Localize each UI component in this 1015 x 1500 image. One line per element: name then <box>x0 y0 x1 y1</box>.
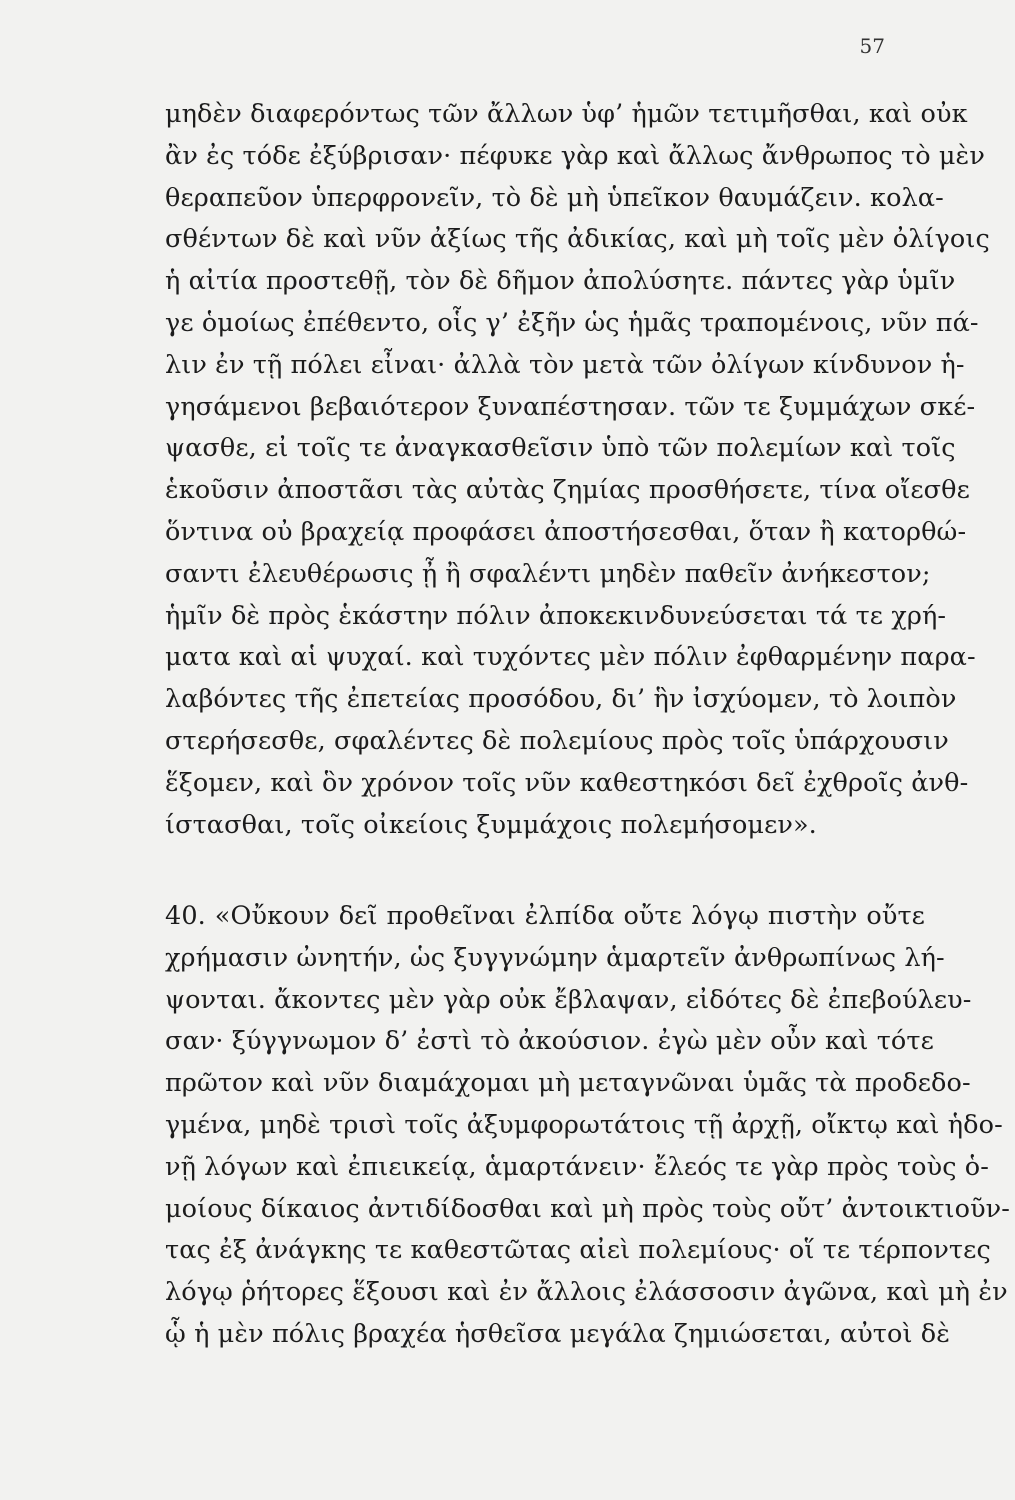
text-line: νῇ λόγων καὶ ἐπιεικείᾳ, ἁμαρτάνειν· ἔλεός τε γὰρ πρὸς τοὺς ὁ- <box>165 1151 989 1182</box>
text-line: ἕξομεν, καὶ ὃν χρόνον τοῖς νῦν καθεστηκόσι δεῖ ἐχθροῖς ἀνθ- <box>165 767 969 798</box>
paragraph-section-39 <box>165 94 990 846</box>
text-line: πρῶτον καὶ νῦν διαμάχομαι μὴ μεταγνῶναι ὑμᾶς τὰ προδεδο- <box>165 1068 971 1099</box>
text-line: θεραπεῦον ὑπερφρονεῖν, τὸ δὲ μὴ ὑπεῖκον θαυμάζειν. κολα- <box>165 182 944 213</box>
text-line: ἂν ἐς τόδε ἐξύβρισαν· πέφυκε γὰρ καὶ ἄλλως ἄνθρωπος τὸ μὲν <box>165 140 985 171</box>
text-line: ᾧ ἡ μὲν πόλις βραχέα ἡσθεῖσα μεγάλα ζημιώσεται, αὐτοὶ δὲ <box>165 1318 950 1349</box>
text-line: ἑκοῦσιν ἀποστᾶσι τὰς αὐτὰς ζημίας προσθήσετε, τίνα οἴεσθε <box>165 475 970 506</box>
text-line: λιν ἐν τῇ πόλει εἶναι· ἀλλὰ τὸν μετὰ τῶν ὀλίγων κίνδυνον ἡ- <box>165 349 965 380</box>
text-line: χρήμασιν ὠνητήν, ὡς ξυγγνώμην ἁμαρτεῖν ἀνθρωπίνως λή- <box>165 942 945 973</box>
text-line: μοίους δίκαιος ἀντιδίδοσθαι καὶ μὴ πρὸς τοὺς οὔτ’ ἀντοικτιοῦν- <box>165 1193 1010 1224</box>
text-line: λόγῳ ῥήτορες ἕξουσι καὶ ἐν ἄλλοις ἐλάσσοσιν ἀγῶνα, καὶ μὴ ἐν <box>165 1277 1008 1308</box>
text-line: γμένα, μηδὲ τρισὶ τοῖς ἀξυμφορωτάτοις τῇ ἀρχῇ, οἴκτῳ καὶ ἡδο- <box>165 1109 1003 1140</box>
text-line: ἡ αἰτία προστεθῇ, τὸν δὲ δῆμον ἀπολύσητε. πάντες γὰρ ὑμῖν <box>165 266 956 297</box>
text-line: ψασθε, εἰ τοῖς τε ἀναγκασθεῖσιν ὑπὸ τῶν πολεμίων καὶ τοῖς <box>165 433 956 464</box>
text-line: ματα καὶ αἱ ψυχαί. καὶ τυχόντες μὲν πόλιν ἐφθαρμένην παρα- <box>165 642 976 673</box>
paragraph-section-40 <box>165 896 1010 1356</box>
text-line: ίστασθαι, τοῖς οἰκείοις ξυμμάχοις πολεμήσομεν». <box>165 809 817 840</box>
page-number: 57 <box>859 34 885 58</box>
text-line: γησάμενοι βεβαιότερον ξυναπέστησαν. τῶν τε ξυμμάχων σκέ- <box>165 391 976 422</box>
text-line: ἡμῖν δὲ πρὸς ἑκάστην πόλιν ἀποκεκινδυνεύσεται τά τε χρή- <box>165 600 947 631</box>
text-line: ψονται. ἄκοντες μὲν γὰρ οὐκ ἔβλαψαν, εἰδότες δὲ ἐπεβούλευ- <box>165 984 972 1015</box>
text-line: 40. «Οὔκουν δεῖ προθεῖναι ἐλπίδα οὔτε λόγῳ πιστὴν οὔτε <box>165 901 925 931</box>
text-line: σαν· ξύγγνωμον δ’ ἐστὶ τὸ ἀκούσιον. ἐγὼ μὲν οὖν καὶ τότε <box>165 1026 934 1057</box>
text-line: γε ὁμοίως ἐπέθεντο, οἷς γ’ ἐξῆν ὡς ἡμᾶς τραπομένοις, νῦν πά- <box>165 307 979 338</box>
text-line: τας ἐξ ἀνάγκης τε καθεστῶτας αἰεὶ πολεμίους· οἵ τε τέρποντες <box>165 1235 991 1266</box>
text-line: μηδὲν διαφερόντως τῶν ἄλλων ὑφ’ ἡμῶν τετιμῆσθαι, καὶ οὐκ <box>165 99 968 129</box>
text-line: λαβόντες τῆς ἐπετείας προσόδου, δι’ ἣν ἰσχύομεν, τὸ λοιπὸν <box>165 684 957 715</box>
text-line: ὅντινα οὐ βραχείᾳ προφάσει ἀποστήσεσθαι, ὅταν ἢ κατορθώ- <box>165 516 967 547</box>
text-line: στερήσεσθε, σφαλέντες δὲ πολεμίους πρὸς τοῖς ὑπάρχουσιν <box>165 725 949 756</box>
text-line: σαντι ἐλευθέρωσις ᾖ ἢ σφαλέντι μηδὲν παθεῖν ἀνήκεστον; <box>165 558 931 589</box>
text-line: σθέντων δὲ καὶ νῦν ἀξίως τῆς ἀδικίας, καὶ μὴ τοῖς μὲν ὀλίγοις <box>165 224 990 255</box>
